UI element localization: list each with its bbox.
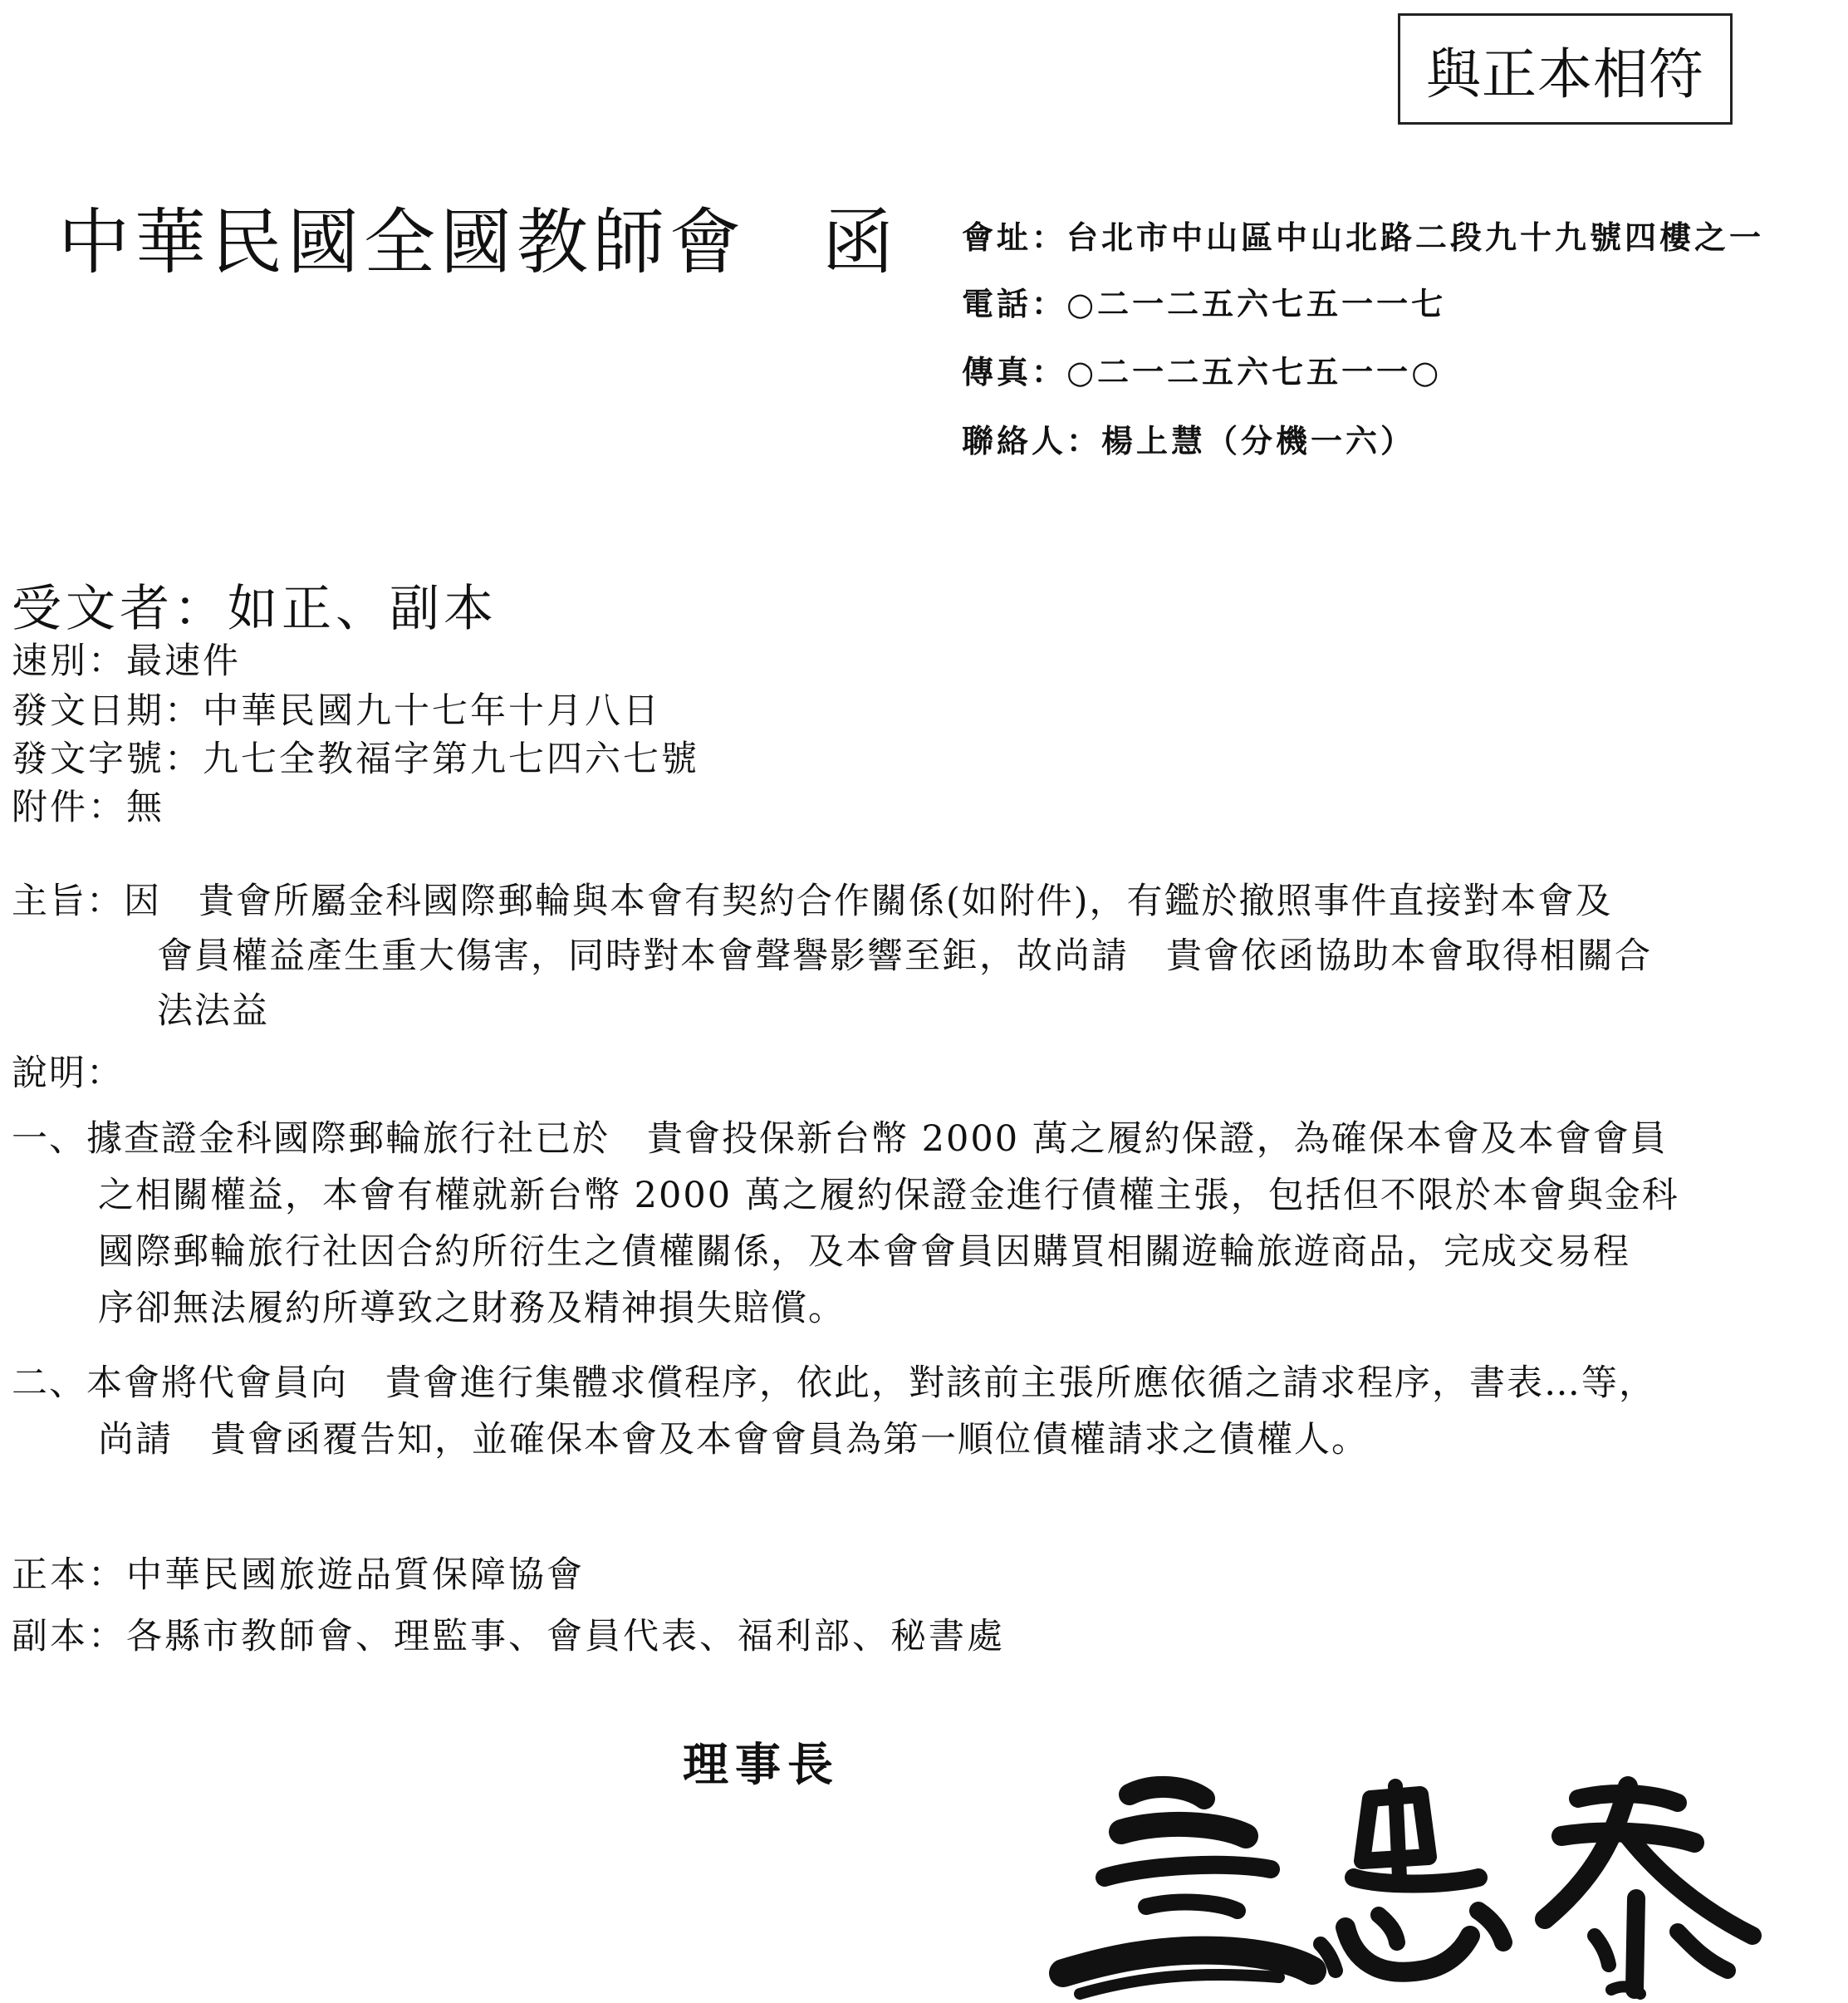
delivery-speed: 速別：最速件 xyxy=(12,641,241,682)
certified-copy-stamp: 與正本相符 xyxy=(1398,13,1733,125)
issue-date: 發文日期：中華民國九十七年十月八日 xyxy=(12,690,661,732)
fax: 傳真：○二一二五六七五一一○ xyxy=(962,353,1443,390)
attachment: 附件：無 xyxy=(12,787,164,828)
recipients: 受文者：如正、副本 xyxy=(12,580,498,638)
explanation-item-2 xyxy=(12,1355,1656,1468)
address: 會址：台北市中山區中山北路二段九十九號四樓之一 xyxy=(962,218,1765,256)
explanation-line: 二、本會將代會員向 貴會進行集體求償程序，依此，對該前主張所應依循之請求程序，書表…等， xyxy=(12,1362,1656,1404)
explanation-line: 一、據查證金科國際郵輪旅行社已於 貴會投保新台幣 2000 萬之履約保證，為確保本會及本會會員 xyxy=(12,1118,1668,1160)
subject-paragraph xyxy=(12,874,1835,1038)
subject-line: 會員權益產生重大傷害，同時對本會聲譽影響至鉅，故尚請 貴會依函協助本會取得相關合 xyxy=(157,935,1652,977)
contact-person: 聯絡人：楊上慧（分機一六） xyxy=(962,422,1416,459)
chairman-title: 理事長 xyxy=(683,1737,841,1791)
handwritten-signature xyxy=(1030,1753,1777,2003)
explanation-item-1 xyxy=(12,1111,1679,1337)
organization-title: 中華民國全國教師會 xyxy=(58,201,746,284)
explanation-line: 之相關權益，本會有權就新台幣 2000 萬之履約保證金進行債權主張，包括但不限於本會與金科 xyxy=(98,1175,1679,1216)
document-type: 函 xyxy=(822,201,894,284)
document-number: 發文字號：九七全教福字第九七四六七號 xyxy=(12,739,699,780)
explanation-line: 尚請 貴會函覆告知，並確保本會及本會會員為第一順位債權請求之債權人。 xyxy=(98,1419,1369,1461)
copy-recipients: 副本：各縣市教師會、理監事、會員代表、福利部、秘書處 xyxy=(12,1616,1005,1657)
explanation-label: 說明： xyxy=(12,1053,124,1094)
explanation-line: 序卻無法履約所導致之財務及精神損失賠償。 xyxy=(98,1288,846,1329)
phone: 電話：○二一二五六七五一一七 xyxy=(962,285,1447,322)
original-recipient: 正本：中華民國旅遊品質保障協會 xyxy=(12,1554,585,1596)
explanation-line: 國際郵輪旅行社因合約所衍生之債權關係，及本會會員因購買相關遊輪旅遊商品，完成交易程 xyxy=(98,1231,1630,1273)
subject-line: 主旨：因 貴會所屬金科國際郵輪與本會有契約合作關係(如附件)，有鑑於撤照事件直接對本會及 xyxy=(12,881,1613,922)
subject-line: 法法益 xyxy=(157,990,269,1032)
